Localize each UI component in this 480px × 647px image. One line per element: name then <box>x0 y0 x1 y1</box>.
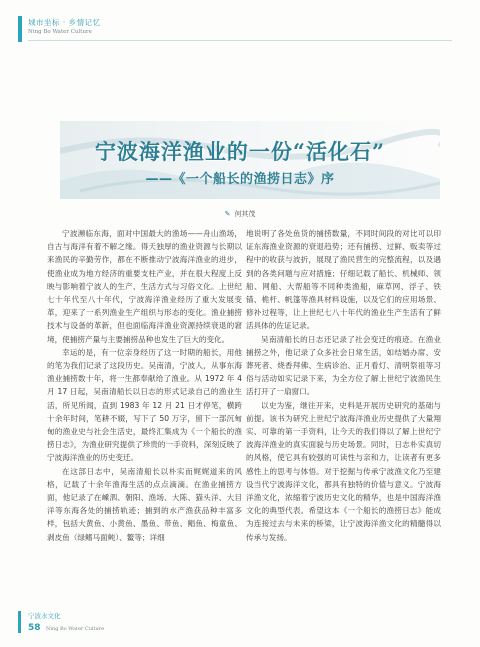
pen-icon: ✎ <box>224 210 231 218</box>
paragraph: 地说明了各处鱼货的捕捞数量，不同时间段的对比可以印证东海渔业资源的衰退趋势；还有捕捞、过鲜、贩卖等过程中的收获与波折，展现了渔民营生的完整流程，以及遇到的各类问题与应对措施；仔细记载了船长、机械师、领船、网船、大帮船等不同种类渔船，麻草网、浮子、铁锚、桅杆、帆篷等渔具材料设施，以及它们的应用场景、修补过程等，让上世纪七八十年代的渔业生产生活有了鲜活具体的佐证记录。 <box>246 229 441 331</box>
magazine-name-en: Ning Bo Water Culture <box>46 626 105 632</box>
footer-accent-bar <box>18 611 21 633</box>
section-title-en: Ning Bo Water Culture <box>28 29 92 35</box>
paragraph: 以史为鉴，继往开来，史料是开展历史研究的基础与前提。该书为研究上世纪宁波海洋渔业历史提供了大量翔实、可靠的第一手资料，让今天的我们得以了解上世纪宁波海洋渔业的真实面貌与历史场景。同时，日志朴实真切的风格，使它具有较强的可读性与亲和力，让读者有更多感性上的思考与体悟。对于挖掘与传承宁波渔文化乃至建设当代宁波海洋文化，都具有独特的价值与意义。宁波海洋渔文化，浓缩着宁波历史文化的精华，也是中国海洋渔文化的典型代表。希望这本《一个船长的渔捞日志》能成为连接过去与未来的桥梁，让宁波海洋渔文化的精髓得以传承与发扬。 <box>246 400 441 542</box>
paragraph: 吴南清船长的日志还记录了社会变迁的痕迹。在渔业捕捞之外，他记录了众多社会日常生活，如结婚办席、安葬死者、烧香拜佛、生病诊治、正月看灯、清明祭祖等习俗与活动如实记录下来，为全方位了解上世纪宁波渔民生活打开了一扇窗口。 <box>246 334 441 397</box>
paragraph: 幸运的是，有一位亲身经历了这一时期的船长，用他的笔为我们记录了这段历史。吴南清，宁波人，从事东海渔业捕捞数十年，将一生都奉献给了渔业。从 1972 年 4 月 17 日起，吴南清船长以日志的形式记录自己的渔业生活，所见所闻，直到 1983 年 12 月 21 日才停笔，横跨十余年时间，笔耕不辍，写下了 50 万字，留下一部沉甸甸的渔业史与社会生活史，最终汇集成为《一个船长的渔捞日志》，为渔业研究提供了珍贵的一手资料，深刻反映了宁波海洋渔业的历史变迁。 <box>47 347 242 463</box>
article-subtitle: ——《一个船长的渔捞日志》序 <box>145 172 335 187</box>
magazine-name: 宁波水文化 <box>28 612 61 620</box>
header-accent-bar <box>18 16 22 42</box>
page-number: 58 <box>28 623 41 633</box>
header-divider <box>28 40 452 41</box>
paragraph: 宁波濒临东海，面对中国最大的渔场——舟山渔场，自古与海洋有着不解之缘。得天独厚的渔业资源与长期以来渔民的辛勤劳作，都在不断推动宁波海洋渔业的进步，使渔业成为地方经济的重要支柱产业，并在很大程度上反映与影响着宁波人的生产、生活方式与习俗文化。上世纪七十年代至八十年代，宁波海洋渔业经历了重大发展变革，迎来了一系列渔业生产组织与形态的变化。渔业捕捞技术与设备的革新，但也面临海洋渔业资源持续衰退的窘境，使捕捞产量与主要捕捞品种也发生了巨大的变化。 <box>47 229 242 344</box>
author-name: 何其茂 <box>234 210 256 218</box>
section-title: 城市坐标 · 乡情记忆 <box>28 18 101 27</box>
body-column-right <box>246 227 441 544</box>
article-title: 宁波海洋渔业的一份“活化石” <box>94 139 386 164</box>
paragraph: 在这部日志中，吴南清船长以朴实而娓娓道来的风格，记载了十余年渔海生活的点点滴滴。在渔业捕捞方面，他记录了在嵊泗、朝阳、渔场、大陈、猫头洋、大目洋等东海各处的捕捞轨迹；捕到的水产渔获品种丰富多样，包括大黄鱼、小黄鱼、墨鱼、带鱼、鲳鱼、梅童鱼、剥皮鱼（绿鳍马面鲀）、鳘等；详细 <box>47 466 242 542</box>
article-author <box>0 209 480 219</box>
body-column-left <box>47 227 242 544</box>
